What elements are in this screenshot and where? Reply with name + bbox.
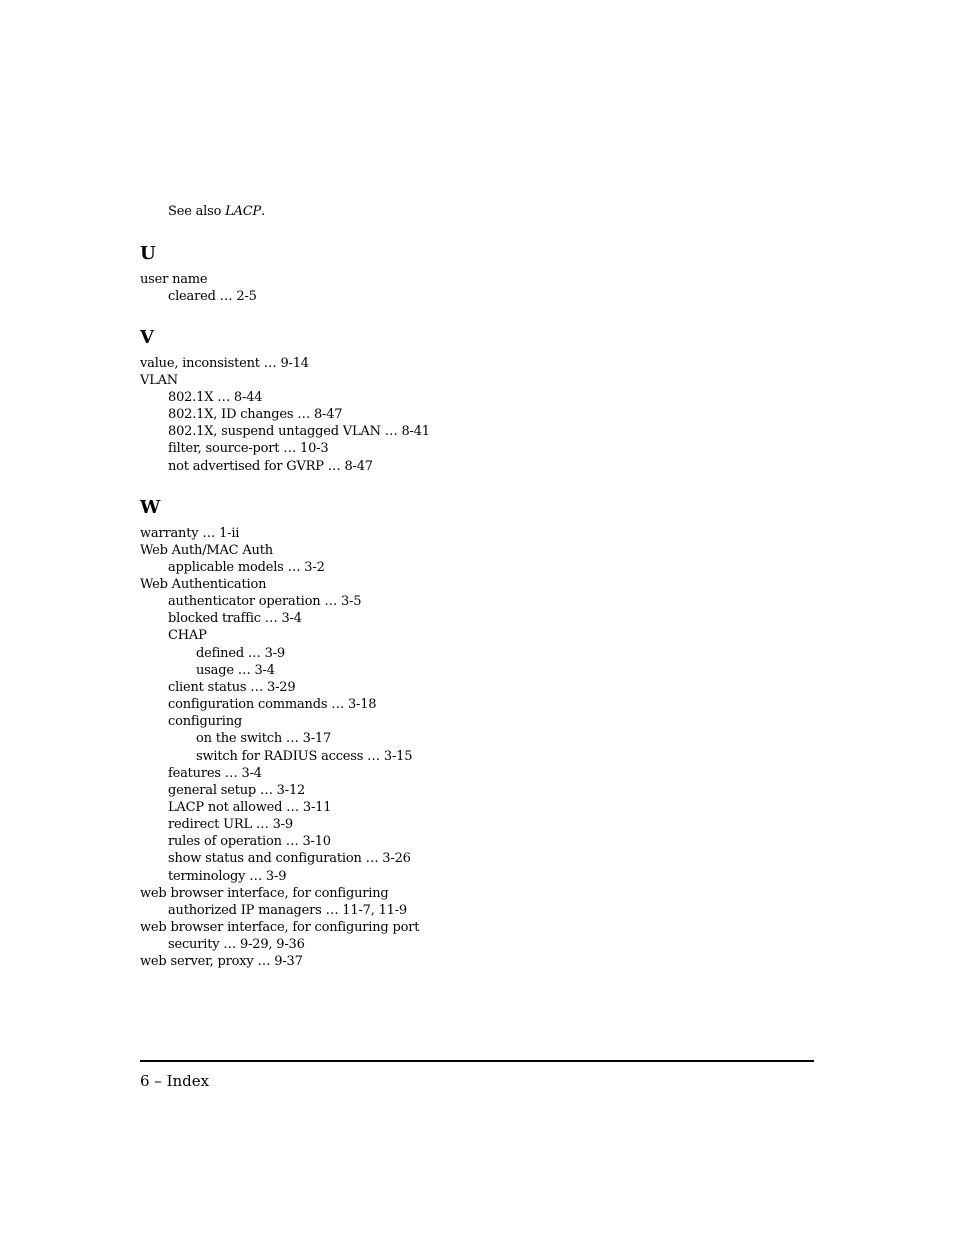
index-subentry: configuration commands … 3-18 (168, 697, 377, 712)
index-subentry: LACP not allowed … 3-11 (168, 800, 332, 815)
index-subentry: show status and configuration … 3-26 (168, 851, 411, 866)
index-entry: warranty … 1-ii (140, 526, 240, 541)
see-also-suffix: . (261, 204, 266, 219)
section-letter-u: U (140, 243, 156, 264)
index-entry: Web Authentication (140, 577, 267, 592)
index-subentry: blocked traffic … 3-4 (168, 611, 302, 626)
index-subentry: authorized IP managers … 11-7, 11-9 (168, 903, 407, 918)
index-subentry: authenticator operation … 3-5 (168, 594, 362, 609)
index-subentry: not advertised for GVRP … 8-47 (168, 459, 373, 474)
page-footer: 6 – Index (140, 1072, 210, 1090)
see-also-prefix: See also (168, 204, 226, 219)
section-letter-w: W (140, 497, 161, 518)
see-also-ref: LACP (225, 204, 262, 219)
see-also-line (168, 203, 265, 220)
index-subentry: general setup … 3-12 (168, 783, 306, 798)
index-entry: Web Auth/MAC Auth (140, 543, 273, 558)
index-subentry: CHAP (168, 628, 207, 643)
index-subentry: redirect URL … 3-9 (168, 817, 293, 832)
footer-rule (140, 1060, 814, 1062)
index-subsubentry: on the switch … 3-17 (196, 731, 332, 746)
index-entry: value, inconsistent … 9-14 (140, 356, 309, 371)
index-subentry: 802.1X, suspend untagged VLAN … 8-41 (168, 424, 430, 439)
index-entry: web server, proxy … 9-37 (140, 954, 303, 969)
index-entry: web browser interface, for configuring port (140, 920, 420, 935)
index-subentry: rules of operation … 3-10 (168, 834, 331, 849)
index-entry: web browser interface, for configuring (140, 886, 389, 901)
section-letter-v: V (140, 327, 154, 348)
index-subentry: cleared … 2-5 (168, 289, 257, 304)
index-subentry: filter, source-port … 10-3 (168, 441, 329, 456)
index-entry: VLAN (140, 373, 178, 388)
index-subentry: terminology … 3-9 (168, 869, 287, 884)
index-subentry: applicable models … 3-2 (168, 560, 325, 575)
index-subentry: features … 3-4 (168, 766, 262, 781)
index-subentry: client status … 3-29 (168, 680, 296, 695)
index-subentry: 802.1X, ID changes … 8-47 (168, 407, 343, 422)
index-subentry: security … 9-29, 9-36 (168, 937, 305, 952)
index-subsubentry: usage … 3-4 (196, 663, 275, 678)
index-subsubentry: switch for RADIUS access … 3-15 (196, 749, 413, 764)
index-entry: user name (140, 272, 208, 287)
index-subentry: 802.1X … 8-44 (168, 390, 263, 405)
index-subentry: configuring (168, 714, 243, 729)
index-subsubentry: defined … 3-9 (196, 646, 285, 661)
